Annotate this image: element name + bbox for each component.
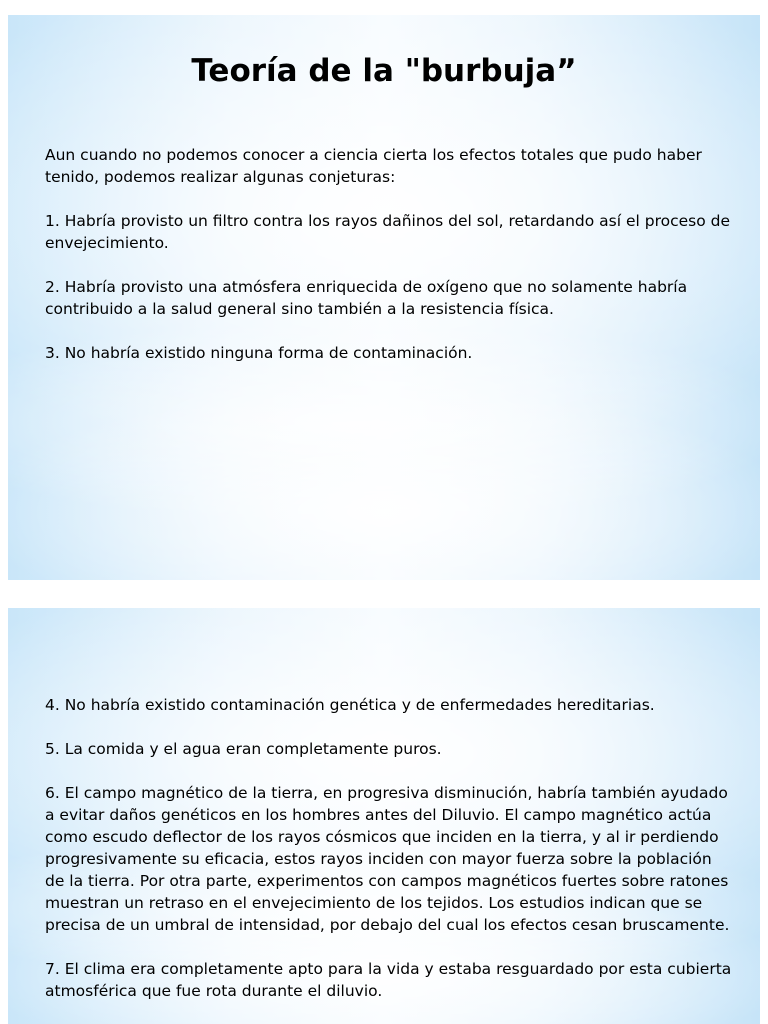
list-item-4: 4. No habría existido contaminación genética y de enfermedades hereditarias.: [45, 696, 655, 714]
list-item-1: 1. Habría provisto un filtro contra los rayos dañinos del sol, retardando así el proceso de envejecimiento.: [45, 212, 731, 252]
list-item-6: 6. El campo magnético de la tierra, en progresiva disminución, habría también ayudado a evitar daños genéticos en los hombres antes del Diluvio. El campo magnético actúa como escudo deflector de los rayos cósmicos que inciden en la tierra, y al ir perdiendo progresivamente su eficacia, estos rayos inciden con mayor fuerza sobre la población de la tierra. Por otra parte, experimentos con campos magnéticos fuertes sobre ratones muestran un retraso en el envejecimiento de los tejidos. Los estudios indican que se precisa de un umbral de intensidad, por debajo del cual los efectos cesan bruscamente.: [45, 784, 730, 934]
list-item-7: 7. El clima era completamente apto para la vida y estaba resguardado por esta cubierta atmosférica que fue rota durante el diluvio.: [45, 960, 732, 1000]
list-item-2: 2. Habría provisto una atmósfera enriquecida de oxígeno que no solamente habría contribuido a la salud general sino también a la resistencia física.: [45, 278, 688, 318]
list-item-3: 3. No habría existido ninguna forma de contaminación.: [45, 344, 473, 362]
slide-title: Teoría de la "burbuja”: [191, 53, 577, 89]
intro-paragraph: Aun cuando no podemos conocer a ciencia cierta los efectos totales que pudo haber tenido, podemos realizar algunas conjeturas:: [45, 146, 702, 186]
slide-1: [8, 15, 760, 580]
slide-body: [45, 694, 735, 1024]
slide-2: [8, 608, 760, 1024]
slide-body: [45, 144, 735, 386]
list-item-5: 5. La comida y el agua eran completamente puros.: [45, 740, 442, 758]
